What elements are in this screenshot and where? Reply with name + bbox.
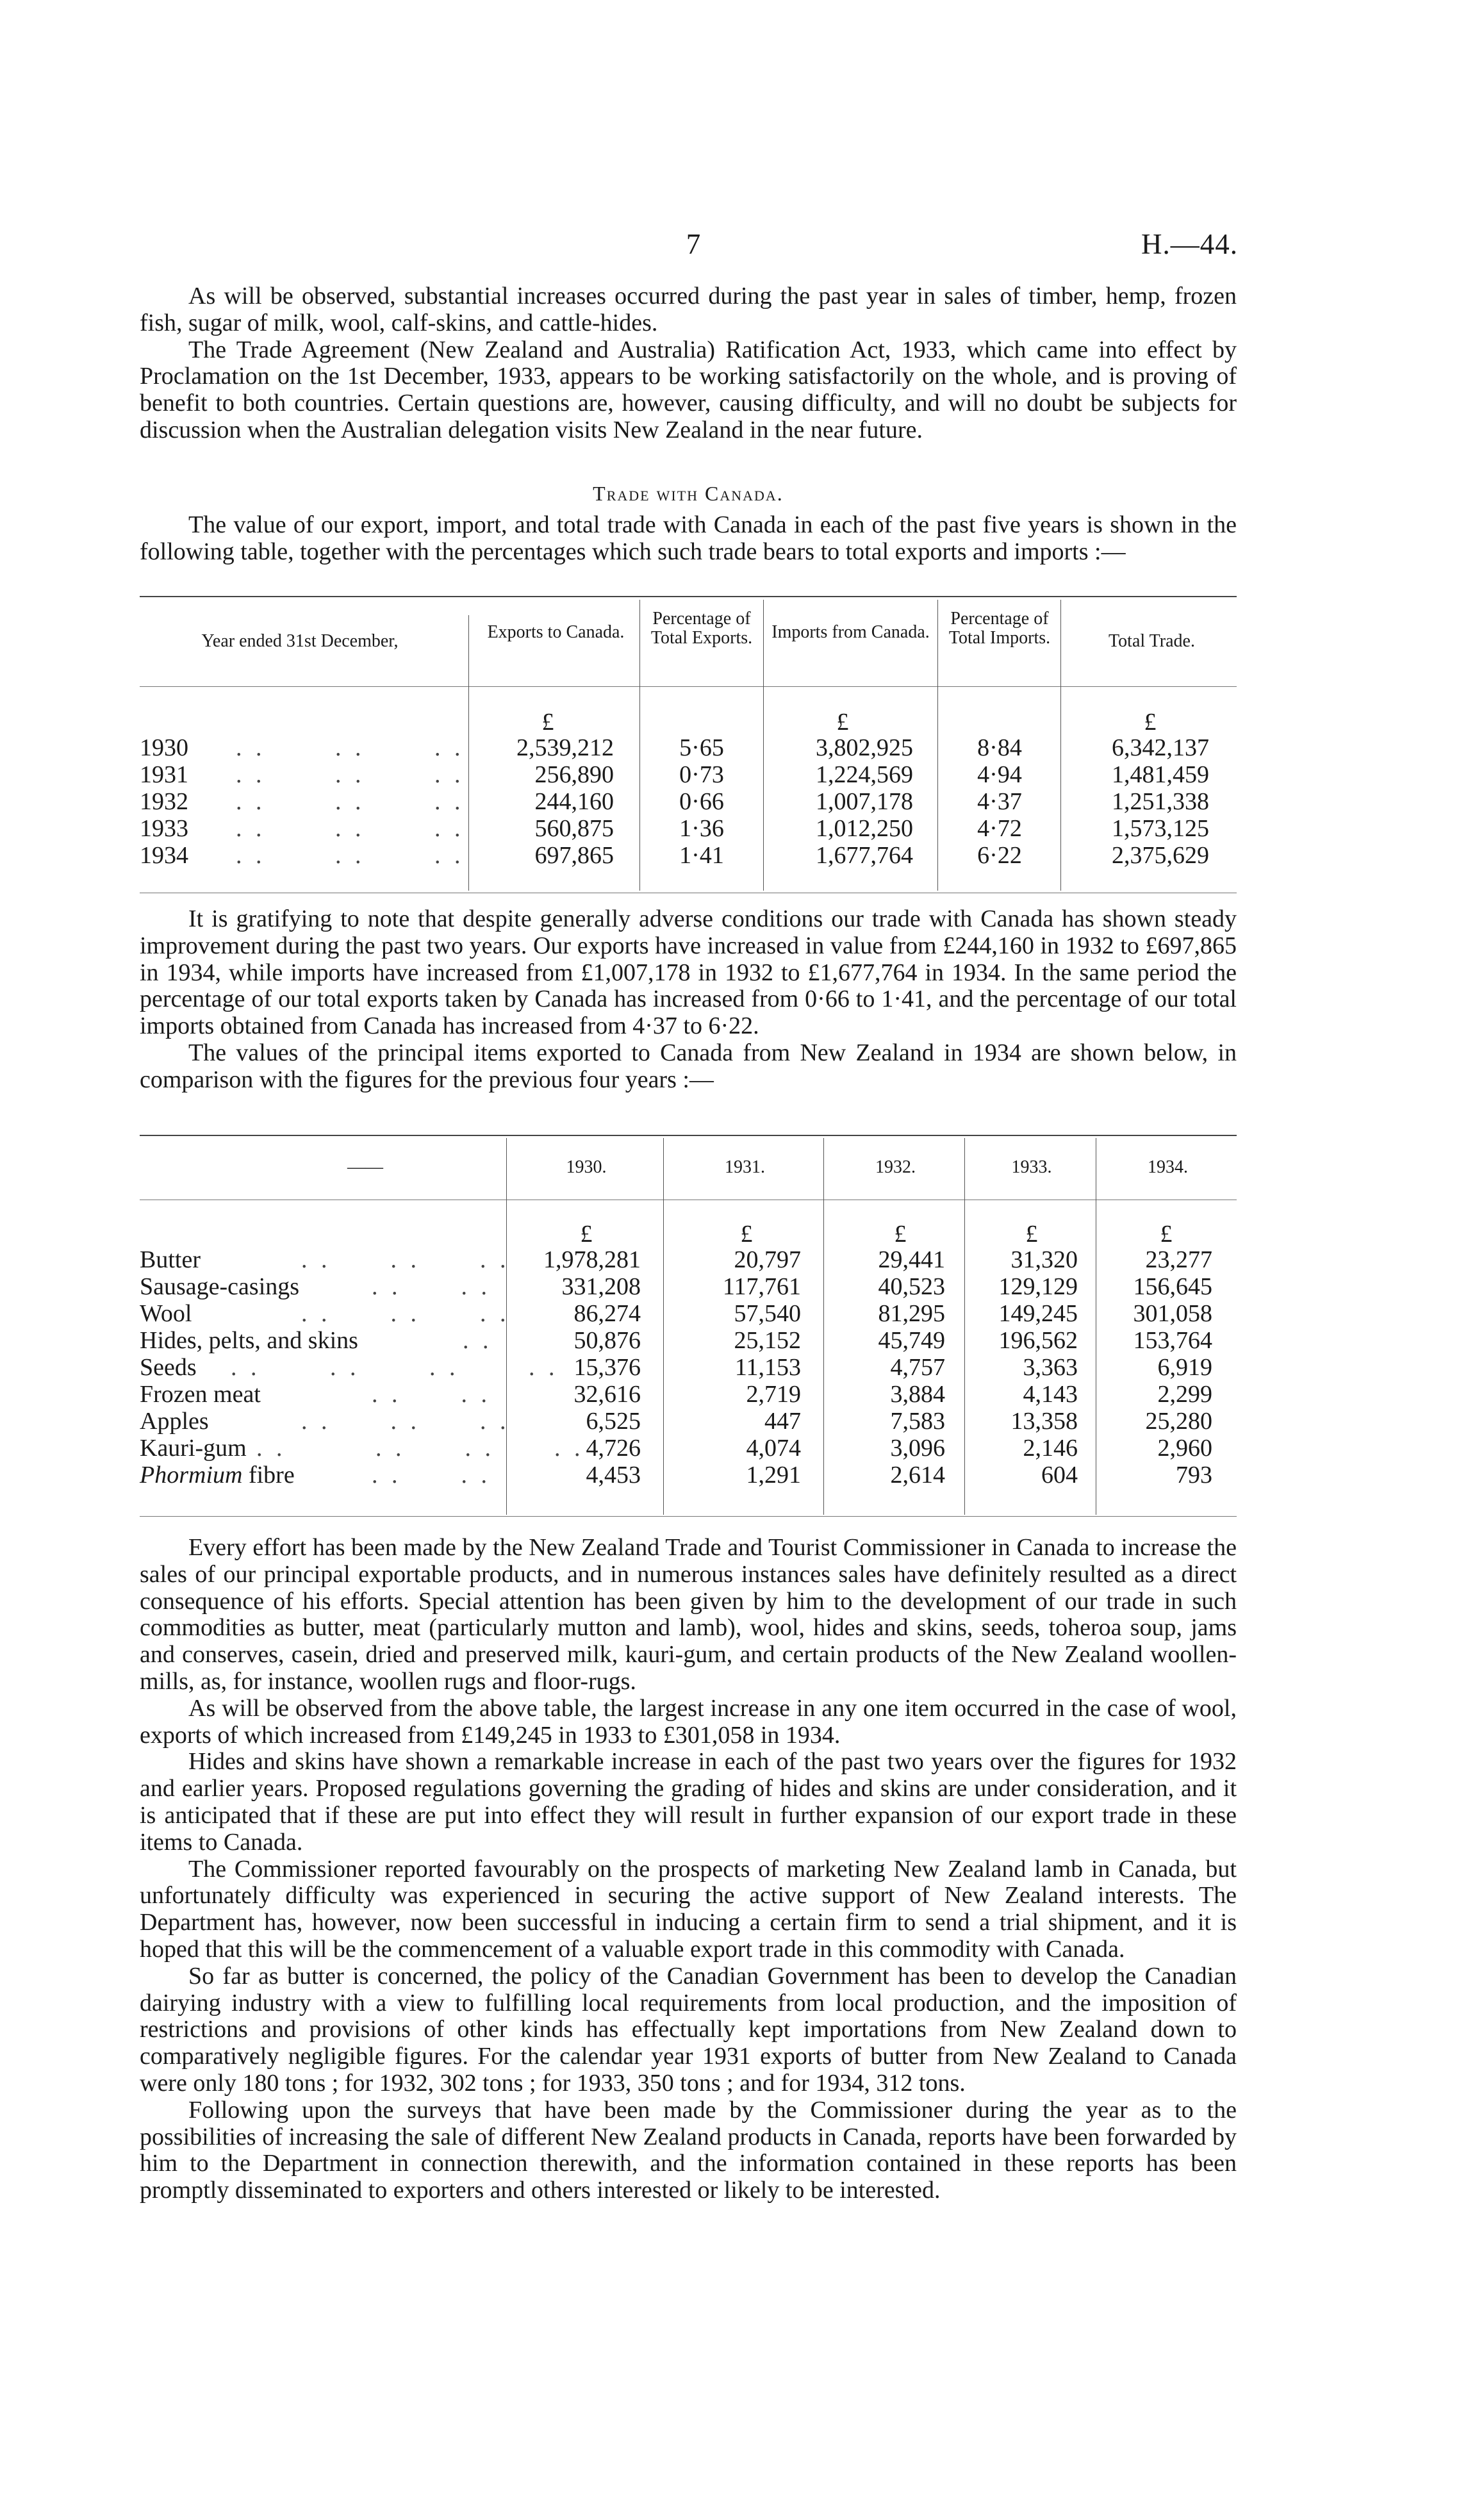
- exports-cell: 256,890: [534, 761, 614, 788]
- currency-symbol: £: [740, 1221, 753, 1248]
- value-1933: 129,129: [998, 1273, 1078, 1300]
- pct-exports-cell: 1·36: [679, 815, 724, 842]
- item-italic: Phormium: [140, 1462, 243, 1489]
- paragraph: The value of our export, import, and total trade with Canada in each of the past five years is shown in the following table, together with the percentages which such trade bears to total exports and imports :—: [140, 511, 1237, 565]
- header-year-1931: 1931.: [725, 1157, 765, 1177]
- leader-dots: . . . . . .: [301, 1246, 510, 1273]
- leader-dots: . . . . . . . .: [231, 1354, 559, 1381]
- leader-dots: . .: [463, 1327, 493, 1354]
- value-1931: 25,152: [734, 1327, 801, 1354]
- imports-cell: 1,012,250: [816, 815, 913, 842]
- pct-imports-cell: 4·94: [977, 761, 1022, 788]
- value-1932: 45,749: [878, 1327, 945, 1354]
- after-table1-text: [140, 906, 1237, 1094]
- paragraph: The Commissioner reported favourably on the prospects of marketing New Zealand lamb in Canada, but unfortunately difficulty was experienced in securing the active support of New Zealand interests. The Department has, however, now been successful in inducing a certain firm to send a trial shipment, and it is hoped that this will be the commencement of a valuable export trade in this commodity with Canada.: [140, 1855, 1237, 1963]
- total-cell: 6,342,137: [1112, 734, 1209, 761]
- leader-dots: . . . .: [372, 1381, 491, 1408]
- value-1933: 149,245: [998, 1300, 1078, 1327]
- currency-symbol: £: [1160, 1221, 1173, 1248]
- value-1931: 117,761: [722, 1273, 801, 1300]
- value-1932: 3,096: [890, 1435, 945, 1462]
- value-1930: 6,525: [586, 1408, 641, 1435]
- item-cell: Wool: [140, 1300, 192, 1327]
- paragraph: Every effort has been made by the New Zealand Trade and Tourist Commissioner in Canada to increase the sales of our principal exportable products, and in numerous instances sales have definitely resulted as a direct consequence of his efforts. Special attention has been given by him to the development of our trade in such commodities as butter, meat (particularly mutton and lamb), wool, hides and skins, seeds, toheroa soup, jams and conserves, casein, dried and preserved milk, kauri-gum, and certain products of the New Zealand woollen-mills, as, for instance, woollen rugs and floor-rugs.: [140, 1534, 1237, 1695]
- year-cell: 1932: [140, 788, 188, 815]
- value-1933: 31,320: [1010, 1246, 1078, 1273]
- value-1930: 4,453: [586, 1462, 641, 1489]
- paragraph: As will be observed, substantial increases occurred during the past year in sales of timber, hemp, frozen fish, sugar of milk, wool, calf-skins, and cattle-hides.: [140, 283, 1237, 336]
- value-1931: 20,797: [734, 1246, 801, 1273]
- value-1934: 6,919: [1157, 1354, 1212, 1381]
- pct-imports-cell: 4·37: [977, 788, 1022, 815]
- header-pct-imports: Percentage of Total Imports.: [948, 609, 1051, 648]
- imports-cell: 3,802,925: [816, 734, 913, 761]
- header-exports: Exports to Canada.: [487, 622, 625, 642]
- value-1932: 4,757: [890, 1354, 945, 1381]
- header-imports: Imports from Canada.: [771, 622, 930, 642]
- section-heading: Trade with Canada.: [593, 482, 784, 505]
- total-cell: 1,573,125: [1112, 815, 1209, 842]
- item-cell: Sausage-casings: [140, 1273, 300, 1300]
- value-1934: 2,299: [1157, 1381, 1212, 1408]
- leader-dots: . . . . . .: [301, 1408, 510, 1435]
- value-1931: 4,074: [746, 1435, 801, 1462]
- currency-symbol: £: [580, 1221, 593, 1248]
- pct-exports-cell: 0·66: [679, 788, 724, 815]
- table-bottom-rule: [140, 1516, 1237, 1517]
- leader-dots: . . . .: [372, 1273, 491, 1300]
- header-total: Total Trade.: [1109, 631, 1195, 651]
- currency-symbol: £: [1144, 709, 1157, 736]
- column-divider: [823, 1138, 824, 1515]
- closing-text: [140, 1535, 1237, 2204]
- pct-exports-cell: 0·73: [679, 761, 724, 788]
- value-1931: 57,540: [734, 1300, 801, 1327]
- paragraph: The Trade Agreement (New Zealand and Australia) Ratification Act, 1933, which came into effect by Proclamation on the 1st December, 1933, appears to be working satisfactorily on the whole, and is proving of benefit to both countries. Certain questions are, however, causing difficulty, and will no doubt be subjects for discussion when the Australian delegation visits New Zealand in the near future.: [140, 336, 1237, 443]
- leader-dots: . . . . . .: [236, 788, 465, 815]
- total-cell: 1,251,338: [1112, 788, 1209, 815]
- item-rest: fibre: [242, 1462, 295, 1489]
- value-1932: 81,295: [878, 1300, 945, 1327]
- paragraph: So far as butter is concerned, the policy of the Canadian Government has been to develop the Canadian dairying industry with a view to fulfilling local requirements from local production, and the imposition of restrictions and provisions of other kinds has effectually kept importations from New Zealand down to comparatively negligible figures. For the calendar year 1931 exports of butter from New Zealand to Canada were only 180 tons ; for 1932, 302 tons ; for 1933, 350 tons ; and for 1934, 312 tons.: [140, 1962, 1237, 2097]
- table1-intro: [140, 512, 1237, 566]
- exports-cell: 2,539,212: [516, 734, 614, 761]
- value-1930: 1,978,281: [543, 1246, 641, 1273]
- paragraph: It is gratifying to note that despite generally adverse conditions our trade with Canada has shown steady improvement during the past two years. Our exports have increased in value from £244,160 in 1932 to £697,865 in 1934, while imports have increased from £1,007,178 in 1932 to £1,677,764 in 1934. In the same period the percentage of our total exports taken by Canada has increased from 0·66 to 1·41, and the percentage of our total imports obtained from Canada has increased from 4·37 to 6·22.: [140, 905, 1237, 1040]
- pct-imports-cell: 4·72: [977, 815, 1022, 842]
- column-divider: [1060, 600, 1061, 891]
- value-1932: 3,884: [890, 1381, 945, 1408]
- imports-cell: 1,007,178: [816, 788, 913, 815]
- value-1934: 793: [1176, 1462, 1212, 1489]
- header-year-1934: 1934.: [1148, 1157, 1188, 1177]
- total-cell: 2,375,629: [1112, 842, 1209, 869]
- imports-cell: 1,224,569: [816, 761, 913, 788]
- value-1931: 447: [764, 1408, 801, 1435]
- value-1932: 29,441: [878, 1246, 945, 1273]
- value-1933: 604: [1041, 1462, 1078, 1489]
- value-1934: 23,277: [1145, 1246, 1212, 1273]
- leader-dots: . . . . . .: [301, 1300, 510, 1327]
- year-cell: 1930: [140, 734, 188, 761]
- paragraph: As will be observed from the above table, the largest increase in any one item occurred in the case of wool, exports of which increased from £149,245 in 1933 to £301,058 in 1934.: [140, 1694, 1237, 1749]
- header-bottom-rule: [140, 686, 1237, 687]
- stub-header: ——: [347, 1157, 383, 1177]
- leader-dots: . . . . . . . .: [256, 1435, 584, 1462]
- paragraph: Following upon the surveys that have been made by the Commissioner during the year as to the possibilities of increasing the sale of different New Zealand products in Canada, reports have been forwarded by him to the Department in connection therewith, and the information contained in these reports has been promptly disseminated to exporters and others interested or likely to be interested.: [140, 2096, 1237, 2204]
- header-year-1933: 1933.: [1011, 1157, 1052, 1177]
- total-cell: 1,481,459: [1112, 761, 1209, 788]
- intro-text: [140, 283, 1237, 444]
- value-1934: 156,645: [1133, 1273, 1212, 1300]
- value-1931: 1,291: [746, 1462, 801, 1489]
- table-top-rule: [140, 596, 1237, 597]
- pct-exports-cell: 5·65: [679, 734, 724, 761]
- value-1930: 4,726: [586, 1435, 641, 1462]
- pct-imports-cell: 6·22: [977, 842, 1022, 869]
- value-1933: 3,363: [1023, 1354, 1078, 1381]
- table-top-rule: [140, 1135, 1237, 1136]
- item-cell: Kauri-gum: [140, 1435, 247, 1462]
- header-year: Year ended 31st December,: [201, 631, 399, 651]
- imports-cell: 1,677,764: [816, 842, 913, 869]
- item-cell: Hides, pelts, and skins: [140, 1327, 358, 1354]
- item-cell: [140, 1462, 295, 1489]
- column-divider: [964, 1138, 965, 1515]
- value-1930: 86,274: [573, 1300, 641, 1327]
- value-1932: 40,523: [878, 1273, 945, 1300]
- year-cell: 1934: [140, 842, 188, 869]
- item-cell: Seeds: [140, 1354, 197, 1381]
- value-1930: 331,208: [561, 1273, 641, 1300]
- currency-symbol: £: [836, 709, 849, 736]
- column-divider: [468, 615, 469, 891]
- value-1934: 25,280: [1145, 1408, 1212, 1435]
- page-number: 7: [686, 228, 701, 260]
- value-1934: 2,960: [1157, 1435, 1212, 1462]
- column-divider: [663, 1138, 664, 1515]
- leader-dots: . . . .: [372, 1462, 491, 1489]
- year-cell: 1931: [140, 761, 188, 788]
- value-1932: 7,583: [890, 1408, 945, 1435]
- leader-dots: . . . . . .: [236, 842, 465, 869]
- value-1932: 2,614: [890, 1462, 945, 1489]
- currency-symbol: £: [1025, 1221, 1038, 1248]
- leader-dots: . . . . . .: [236, 734, 465, 761]
- exports-cell: 560,875: [534, 815, 614, 842]
- year-cell: 1933: [140, 815, 188, 842]
- exports-cell: 697,865: [534, 842, 614, 869]
- value-1933: 13,358: [1010, 1408, 1078, 1435]
- column-divider: [937, 600, 938, 891]
- value-1934: 153,764: [1133, 1327, 1212, 1354]
- header-pct-exports: Percentage of Total Exports.: [650, 609, 753, 648]
- document-reference: H.—44.: [1141, 228, 1238, 260]
- value-1930: 15,376: [573, 1354, 641, 1381]
- leader-dots: . . . . . .: [236, 815, 465, 842]
- value-1930: 50,876: [573, 1327, 641, 1354]
- header-year-1930: 1930.: [566, 1157, 607, 1177]
- value-1933: 196,562: [998, 1327, 1078, 1354]
- value-1931: 2,719: [746, 1381, 801, 1408]
- value-1931: 11,153: [734, 1354, 801, 1381]
- pct-exports-cell: 1·41: [679, 842, 724, 869]
- leader-dots: . . . . . .: [236, 761, 465, 788]
- value-1934: 301,058: [1133, 1300, 1212, 1327]
- exports-cell: 244,160: [534, 788, 614, 815]
- header-year-1932: 1932.: [875, 1157, 916, 1177]
- pct-imports-cell: 8·84: [977, 734, 1022, 761]
- column-divider: [763, 600, 764, 891]
- value-1933: 2,146: [1023, 1435, 1078, 1462]
- currency-symbol: £: [541, 709, 554, 736]
- item-cell: Frozen meat: [140, 1381, 261, 1408]
- paragraph: The values of the principal items exported to Canada from New Zealand in 1934 are shown below, in comparison with the figures for the previous four years :—: [140, 1039, 1237, 1093]
- paragraph: Hides and skins have shown a remarkable increase in each of the past two years over the figures for 1932 and earlier years. Proposed regulations governing the grading of hides and skins are under consideration, and it is anticipated that if these are put into effect they will result in further expansion of our export trade in these items to Canada.: [140, 1748, 1237, 1856]
- column-divider: [639, 600, 640, 891]
- item-cell: Apples: [140, 1408, 209, 1435]
- value-1933: 4,143: [1023, 1381, 1078, 1408]
- value-1930: 32,616: [573, 1381, 641, 1408]
- currency-symbol: £: [894, 1221, 907, 1248]
- item-cell: Butter: [140, 1246, 201, 1273]
